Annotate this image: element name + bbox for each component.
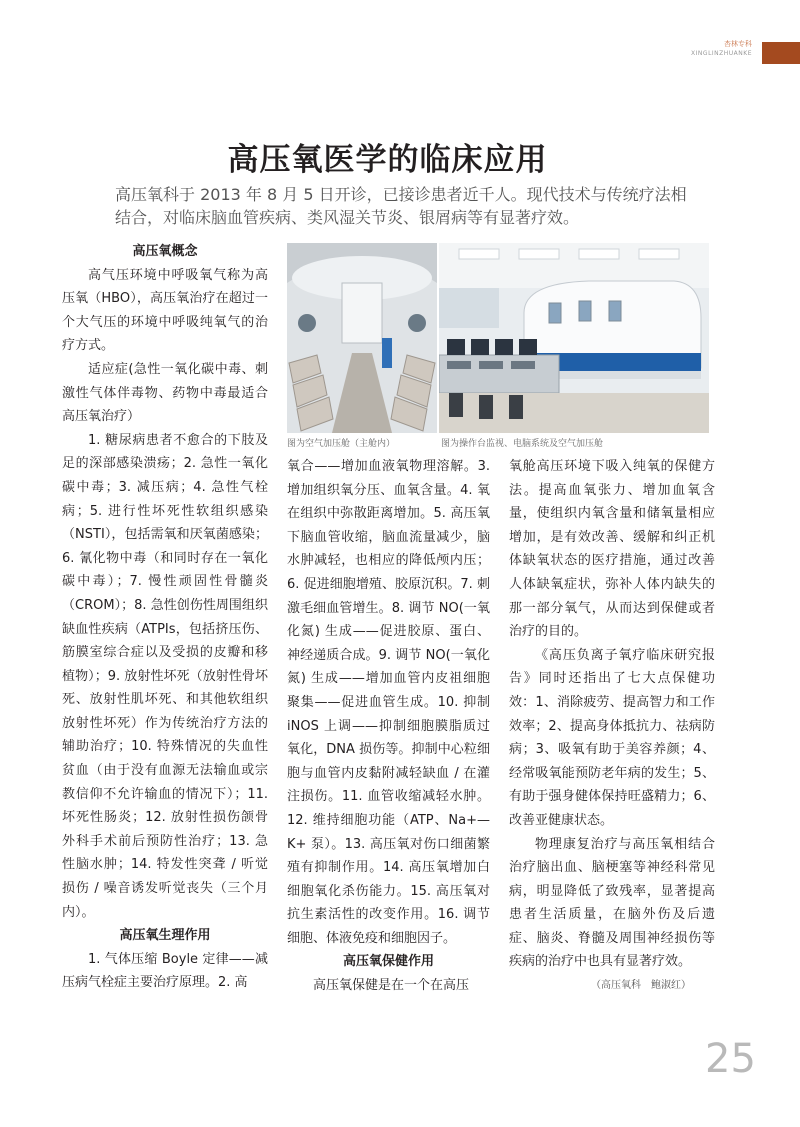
paragraph-indications: 适应症(急性一氧化碳中毒、刺激性气体伴毒物、药物中毒最适合高压氧治疗）	[62, 361, 268, 425]
article-lead: 高压氧科于 2013 年 8 月 5 日开诊，已接诊患者近千人。现代技术与传统疗法相结合，对临床脑血管疾病、类风湿关节炎、银屑病等有显著疗效。	[115, 185, 687, 227]
column-middle	[287, 455, 490, 998]
paragraph-concept: 高气压环境中呼吸氧气称为高压氧（HBO），高压氧治疗在超过一个大气压的环境中呼吸纯氧气的治疗方式。	[62, 267, 268, 354]
paragraph-physiology-start: 1. 气体压缩 Boyle 定律——减压病气栓症主要治疗原理。2. 高	[62, 951, 268, 991]
paragraph-physiology-continued: 氧合——增加血液氧物理溶解。3. 增加组织氧分压、血氧含量。4. 氧在组织中弥散距离增加。5. 高压氧下脑血管收缩，脑血流量减少，脑水肿减轻，也相应的降低颅内压；6. 促进细胞增殖、胶原沉积。7. 刺激毛细血管增生。8. 调节 NO(一氧化氮) 生成——促进胶原、蛋白、神经递质合成。9. 调节 NO(一氧化氮) 生成——增加血管内皮祖细胞聚集——促进血管生成。10. 抑制 iNOS 上调——抑制细胞膜脂质过氧化，DNA 损伤等。抑制中心粒细胞与血管内皮黏附减轻缺血 / 在灌注损伤。11. 血管收缩减轻水肿。12. 维持细胞功能（ATP、Na+—K+ 泵）。13. 高压氧对伤口细菌繁殖有抑制作用。14. 高压氧增加白细胞氧化杀伤能力。15. 高压氧对抗生素活性的改变作用。16. 调节细胞、体液免疫和细胞因子。	[287, 459, 490, 946]
column-tag	[642, 40, 752, 58]
column-tag-name: 杏林专科	[724, 40, 752, 48]
column-left	[62, 240, 268, 995]
header-color-bar	[762, 42, 800, 64]
photo-caption-left: 图为空气加压舱（主舱内）	[287, 439, 396, 449]
paragraph-research-report: 《高压负离子氧疗临床研究报告》同时还指出了七大点保健功效：1、消除疲劳、提高智力和工作效率；2、提高身体抵抗力、祛病防病；3、吸氧有助于美容养颜；4、经常吸氧能预防老年病的发生；5、有助于强身健体保持旺盛精力；6、改善亚健康状态。	[509, 647, 715, 828]
photo-caption-right: 图为操作台监视、电脑系统及空气加压舱	[441, 439, 604, 449]
paragraph-health-continued: 氧舱高压环境下吸入纯氧的保健方法。提高血氧张力、增加血氧含量，使组织内氧含量和储氧量相应增加，是有效改善、缓解和纠正机体缺氧状态的医疗措施，通过改善人体缺氧症状，弥补人体内缺失的那一部分氧气，从而达到保健或者治疗的目的。	[509, 459, 715, 640]
paragraph-rehabilitation: 物理康复治疗与高压氧相结合治疗脑出血、脑梗塞等神经科常见病，明显降低了致残率，显著提高患者生活质量，在脑外伤及后遗症、脑炎、脊髓及周围神经损伤等疾病的治疗中也具有显著疗效。	[509, 836, 715, 970]
section-heading-health: 高压氧保健作用	[342, 954, 434, 970]
article-title: 高压氧医学的临床应用	[227, 142, 548, 178]
paragraph-health-start: 高压氧保健是在一个在高压	[313, 978, 470, 994]
section-heading-concept: 高压氧概念	[132, 244, 198, 259]
section-heading-physiology: 高压氧生理作用	[119, 928, 211, 944]
photo-control-console-and-chamber	[439, 243, 709, 433]
photo-chamber-interior	[287, 243, 437, 433]
paragraph-indication-list: 1. 糖尿病患者不愈合的下肢及足的深部感染溃疡；2. 急性一氧化碳中毒；3. 减压病；4. 急性气栓病；5. 进行性坏死性软组织感染（NSTI），包括需氧和厌氧菌感染；6. 氰化物中毒（和同时存在一氧化碳中毒）；7. 慢性顽固性骨髓炎（CROM）；8. 急性创伤性周围组织缺血性疾病（ATPIs，包括挤压伤、筋膜室综合症以及受损的皮瓣和移植物）；9. 放射性坏死（放射性骨坏死、放射性肌坏死、和其他软组织放射性坏死）作为传统治疗方法的辅助治疗；10. 特殊情况的失血性贫血（由于没有血源无法输血或宗教信仰不允许输血的情况下）；11. 坏死性肠炎；12. 放射性损伤颌骨外科手术前后预防性治疗；13. 急性脑水肿；14. 特发性突聋 / 听觉损伤 / 噪音诱发听觉丧失（三个月内）。	[62, 432, 268, 920]
column-tag-pinyin: XINGLINZHUANKE	[691, 50, 752, 57]
author-signature: （高压氧科 鲍淑红）	[591, 980, 691, 992]
page-number: 25	[705, 1036, 756, 1082]
column-right	[509, 455, 715, 998]
